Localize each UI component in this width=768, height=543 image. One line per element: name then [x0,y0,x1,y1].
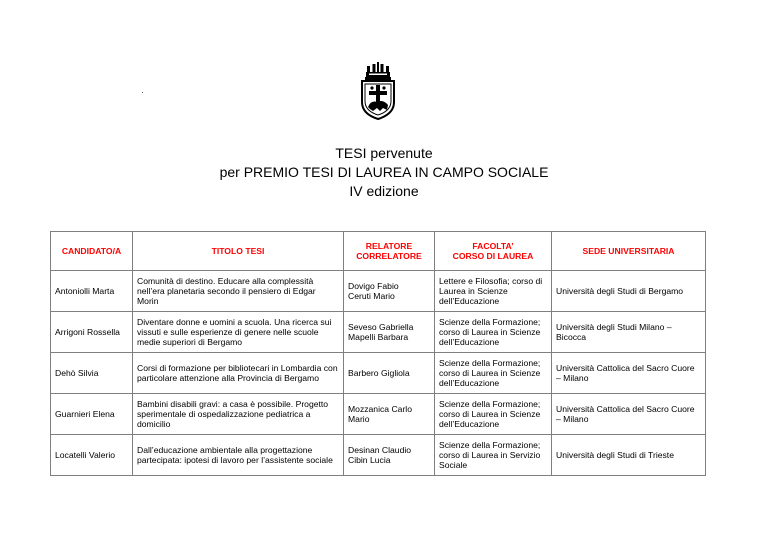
thesis-title-cell: Dall’educazione ambientale alla progettazione partecipata: ipotesi di lavoro per l’assistente sociale [133,435,344,476]
advisor-cell: Dovigo Fabio Ceruti Mario [344,271,435,312]
speck [142,92,143,93]
title-line-1: TESI pervenute [335,145,433,161]
faculty-cell: Scienze della Formazione; corso di Laurea in Servizio Sociale [435,435,552,476]
thesis-title-cell: Corsi di formazione per bibliotecari in Lombardia con particolare attenzione alla Provincia di Bergamo [133,353,344,394]
table-row [51,312,706,353]
column-header-advisor: RELATORE CORRELATORE [344,232,435,271]
column-header-faculty: FACOLTA’ CORSO DI LAUREA [435,232,552,271]
faculty-cell: Lettere e Filosofia; corso di Laurea in Scienze dell’Educazione [435,271,552,312]
table-row [51,394,706,435]
faculty-cell: Scienze della Formazione; corso di Laurea in Scienze dell’Educazione [435,353,552,394]
column-header-title: TITOLO TESI [133,232,344,271]
table-row [51,353,706,394]
advisor-cell: Desinan Claudio Cibin Lucia [344,435,435,476]
column-header-candidate: CANDIDATO/A [51,232,133,271]
table-header-row [51,232,706,271]
thesis-title-cell: Comunità di destino. Educare alla complessità nell’era planetaria secondo il pensiero di Edgar Morin [133,271,344,312]
advisor-cell: Mozzanica Carlo Mario [344,394,435,435]
thesis-table [50,231,706,476]
candidate-cell: Arrigoni Rossella [51,312,133,353]
table-row [51,435,706,476]
table-row [51,271,706,312]
candidate-cell: Locatelli Valerio [51,435,133,476]
advisor-cell: Barbero Gigliola [344,353,435,394]
candidate-cell: Guarnieri Elena [51,394,133,435]
municipal-crest-icon [358,62,398,120]
university-cell: Università degli Studi di Bergamo [552,271,706,312]
faculty-cell: Scienze della Formazione; corso di Laurea in Scienze dell’Educazione [435,312,552,353]
candidate-cell: Antoniolli Marta [51,271,133,312]
advisor-cell: Seveso Gabriella Mapelli Barbara [344,312,435,353]
column-header-university: SEDE UNIVERSITARIA [552,232,706,271]
thesis-title-cell: Bambini disabili gravi: a casa è possibile. Progetto sperimentale di ospedalizzazione pediatrica a domicilio [133,394,344,435]
thesis-title-cell: Diventare donne e uomini a scuola. Una ricerca sui vissuti e sulle esperienze di genere nelle scuole medie superiori di Bergamo [133,312,344,353]
university-cell: Università degli Studi di Trieste [552,435,706,476]
university-cell: Università Cattolica del Sacro Cuore – Milano [552,394,706,435]
candidate-cell: Dehò Silvia [51,353,133,394]
title-line-3: IV edizione [349,183,419,199]
faculty-cell: Scienze della Formazione; corso di Laurea in Scienze dell’Educazione [435,394,552,435]
university-cell: Università Cattolica del Sacro Cuore – Milano [552,353,706,394]
title-line-2: per PREMIO TESI DI LAUREA IN CAMPO SOCIALE [219,164,549,180]
university-cell: Università degli Studi Milano – Bicocca [552,312,706,353]
